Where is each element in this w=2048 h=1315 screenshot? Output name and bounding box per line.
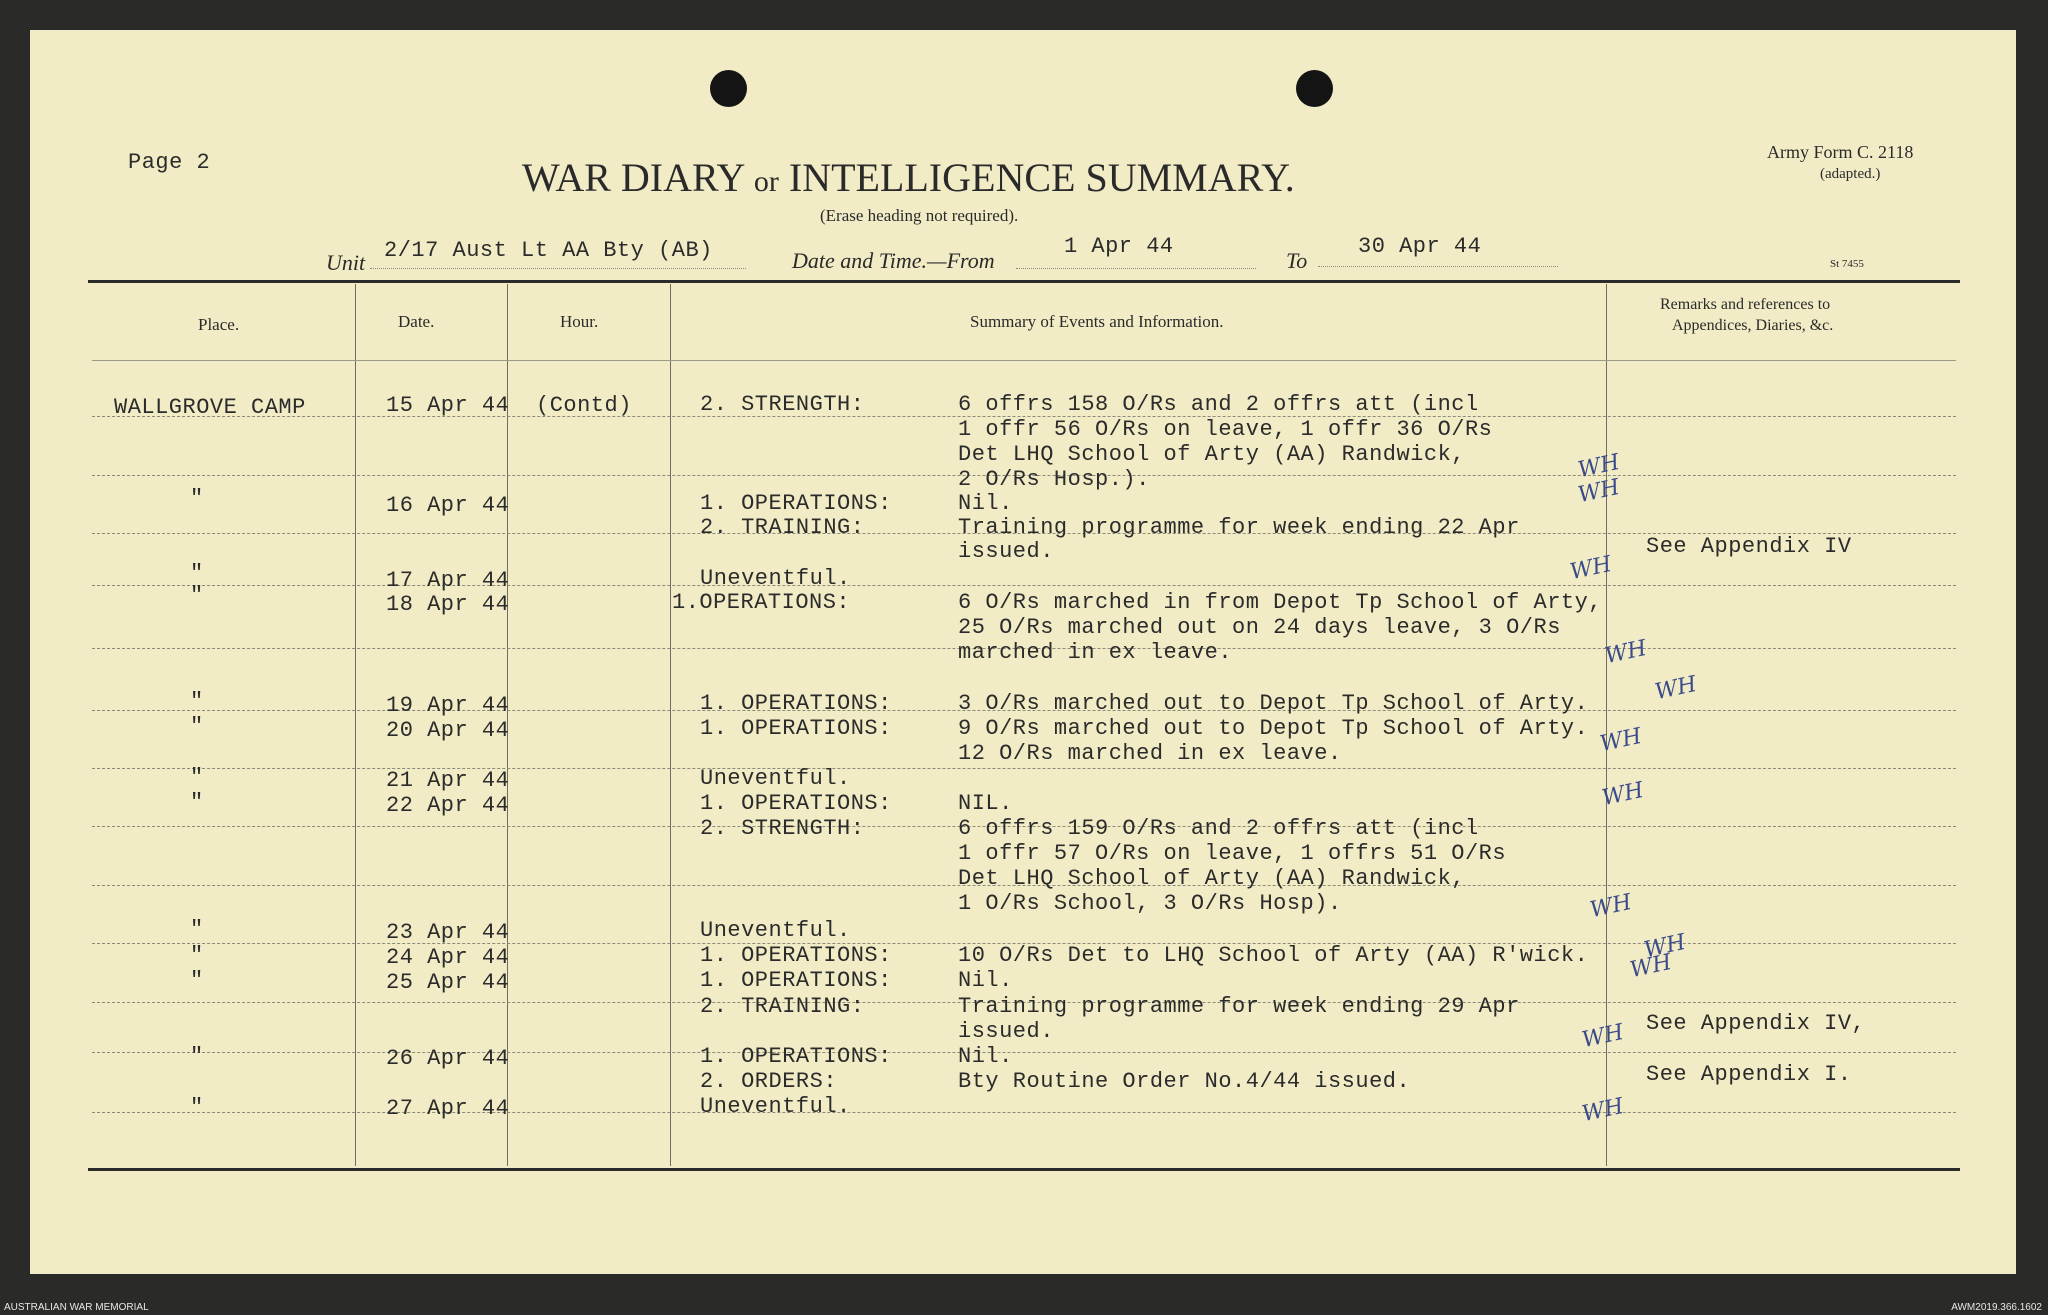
uneventful-text: Uneventful. xyxy=(700,566,851,591)
summary-line: Nil. xyxy=(958,1044,1013,1069)
operations-heading: 1. OPERATIONS: xyxy=(700,1044,892,1069)
operations-heading: 1. OPERATIONS: xyxy=(700,716,892,741)
place-ditto: " xyxy=(190,561,204,586)
summary-line: 6 O/Rs marched in from Depot Tp School of Arty, xyxy=(958,590,1603,615)
summary-line: 6 offrs 158 O/Rs and 2 offrs att (incl xyxy=(958,392,1479,417)
operations-heading: 1. OPERATIONS: xyxy=(700,491,892,516)
handwritten-initials: WH xyxy=(1567,551,1614,586)
to-underline xyxy=(1318,266,1558,267)
date-22-apr: 22 Apr 44 xyxy=(386,793,510,818)
orders-heading: 2. ORDERS: xyxy=(700,1069,838,1094)
unit-label: Unit xyxy=(326,250,366,275)
table-bottom-rule xyxy=(88,1168,1960,1171)
title-or: or xyxy=(753,165,779,198)
summary-line: Bty Routine Order No.4/44 issued. xyxy=(958,1069,1411,1094)
st-number: St 7455 xyxy=(1830,258,1864,270)
place-ditto: " xyxy=(190,943,204,968)
summary-line: Det LHQ School of Arty (AA) Randwick, xyxy=(958,866,1465,891)
col-header-summary: Summary of Events and Information. xyxy=(970,312,1224,331)
summary-line: issued. xyxy=(958,539,1054,564)
summary-line: 6 offrs 159 O/Rs and 2 offrs att (incl xyxy=(958,816,1479,841)
date-15-apr: 15 Apr 44 xyxy=(386,393,510,418)
summary-line: NIL. xyxy=(958,791,1013,816)
date-20-apr: 20 Apr 44 xyxy=(386,718,510,743)
operations-heading: 1. OPERATIONS: xyxy=(700,943,892,968)
date-18-apr: 18 Apr 44 xyxy=(386,592,510,617)
operations-heading: 1. OPERATIONS: xyxy=(700,691,892,716)
handwritten-initials: WH xyxy=(1641,929,1688,964)
footer-reference: AWM2019.366.1602 xyxy=(1951,1302,2042,1313)
handwritten-initials: WH xyxy=(1599,777,1646,812)
strength-heading: 2. STRENGTH: xyxy=(700,392,865,417)
row-line xyxy=(92,1112,1956,1113)
handwritten-initials: WH xyxy=(1579,1019,1626,1054)
remark-appendix: See Appendix IV, xyxy=(1646,1011,1866,1036)
summary-line: 3 O/Rs marched out to Depot Tp School of Arty. xyxy=(958,691,1589,716)
date-24-apr: 24 Apr 44 xyxy=(386,945,510,970)
title-summary: INTELLIGENCE SUMMARY. xyxy=(788,155,1295,200)
place-ditto: " xyxy=(190,1044,204,1069)
handwritten-initials: WH xyxy=(1587,889,1634,924)
punch-hole-left xyxy=(710,70,747,107)
summary-line: 25 O/Rs marched out on 24 days leave, 3 O/Rs xyxy=(958,615,1561,640)
uneventful-text: Uneventful. xyxy=(700,766,851,791)
summary-line: Nil. xyxy=(958,491,1013,516)
place-ditto: " xyxy=(190,968,204,993)
handwritten-initials: WH xyxy=(1652,671,1699,706)
col-header-remarks-1: Remarks and references to xyxy=(1660,296,1831,313)
handwritten-initials: WH xyxy=(1579,1093,1626,1128)
place-ditto: " xyxy=(190,1095,204,1120)
unit-underline xyxy=(370,268,746,269)
punch-hole-right xyxy=(1296,70,1333,107)
date-26-apr: 26 Apr 44 xyxy=(386,1046,510,1071)
page-title xyxy=(522,154,1295,201)
place-ditto: " xyxy=(190,583,204,608)
uneventful-text: Uneventful. xyxy=(700,1094,851,1119)
handwritten-initials: WH xyxy=(1597,723,1644,758)
uneventful-text: Uneventful. xyxy=(700,918,851,943)
date-19-apr: 19 Apr 44 xyxy=(386,693,510,718)
summary-line: Det LHQ School of Arty (AA) Randwick, xyxy=(958,442,1465,467)
row-line xyxy=(92,585,1956,586)
summary-line: marched in ex leave. xyxy=(958,640,1233,665)
row-line xyxy=(92,1052,1956,1053)
handwritten-initials: WH xyxy=(1575,474,1622,509)
place-ditto: " xyxy=(190,917,204,942)
date-17-apr: 17 Apr 44 xyxy=(386,568,510,593)
operations-heading: 1. OPERATIONS: xyxy=(700,968,892,993)
from-value: 1 Apr 44 xyxy=(1064,234,1174,259)
to-value: 30 Apr 44 xyxy=(1358,234,1482,259)
training-heading: 2. TRAINING: xyxy=(700,994,865,1019)
remark-appendix: See Appendix IV xyxy=(1646,534,1852,559)
to-label: To xyxy=(1286,248,1308,273)
footer-source: AUSTRALIAN WAR MEMORIAL xyxy=(4,1302,149,1313)
table-top-rule xyxy=(88,280,1960,283)
summary-line: 1 offr 56 O/Rs on leave, 1 offr 36 O/Rs xyxy=(958,417,1493,442)
date-25-apr: 25 Apr 44 xyxy=(386,970,510,995)
date-21-apr: 21 Apr 44 xyxy=(386,768,510,793)
summary-line: 1 offr 57 O/Rs on leave, 1 offrs 51 O/Rs xyxy=(958,841,1507,866)
page-label: Page 2 xyxy=(128,150,211,175)
row-line xyxy=(92,768,1956,769)
army-form: Army Form C. 2118 xyxy=(1767,142,1914,162)
summary-line: 12 O/Rs marched in ex leave. xyxy=(958,741,1342,766)
operations-heading: 1.OPERATIONS: xyxy=(672,590,851,615)
col-header-date: Date. xyxy=(398,312,435,331)
from-underline xyxy=(1016,268,1256,269)
place-ditto: " xyxy=(190,790,204,815)
place-wallgrove-camp: WALLGROVE CAMP xyxy=(114,395,306,420)
col-header-hour: Hour. xyxy=(560,312,599,331)
summary-line: Nil. xyxy=(958,968,1013,993)
strength-heading: 2. STRENGTH: xyxy=(700,816,865,841)
summary-line: Training programme for week ending 29 Apr xyxy=(958,994,1520,1019)
training-heading: 2. TRAINING: xyxy=(700,515,865,540)
date-23-apr: 23 Apr 44 xyxy=(386,920,510,945)
col-header-place: Place. xyxy=(198,315,240,334)
summary-line: 1 O/Rs School, 3 O/Rs Hosp). xyxy=(958,891,1342,916)
handwritten-initials: WH xyxy=(1602,635,1649,670)
col-header-remarks-2: Appendices, Diaries, &c. xyxy=(1672,317,1834,334)
summary-line: Training programme for week ending 22 Apr xyxy=(958,515,1520,540)
remark-appendix: See Appendix I. xyxy=(1646,1062,1852,1087)
hour-contd: (Contd) xyxy=(536,393,632,418)
summary-line: 2 O/Rs Hosp.). xyxy=(958,467,1150,492)
place-ditto: " xyxy=(190,714,204,739)
summary-line: 10 O/Rs Det to LHQ School of Arty (AA) R'wick. xyxy=(958,943,1589,968)
summary-line: issued. xyxy=(958,1019,1054,1044)
place-ditto: " xyxy=(190,486,204,511)
operations-heading: 1. OPERATIONS: xyxy=(700,791,892,816)
date-16-apr: 16 Apr 44 xyxy=(386,493,510,518)
summary-line: 9 O/Rs marched out to Depot Tp School of Arty. xyxy=(958,716,1589,741)
handwritten-initials: WH xyxy=(1627,949,1674,984)
form-adapted: (adapted.) xyxy=(1820,166,1881,182)
date-27-apr: 27 Apr 44 xyxy=(386,1096,510,1121)
title-war-diary: WAR DIARY xyxy=(522,155,744,200)
handwritten-initials: WH xyxy=(1575,449,1622,484)
place-ditto: " xyxy=(190,689,204,714)
date-time-label: Date and Time.—From xyxy=(792,248,995,273)
diary-page xyxy=(30,30,2016,1274)
place-ditto: " xyxy=(190,765,204,790)
unit-value: 2/17 Aust Lt AA Bty (AB) xyxy=(384,238,713,263)
erase-note: (Erase heading not required). xyxy=(820,206,1019,225)
header-bottom-line xyxy=(92,360,1956,361)
